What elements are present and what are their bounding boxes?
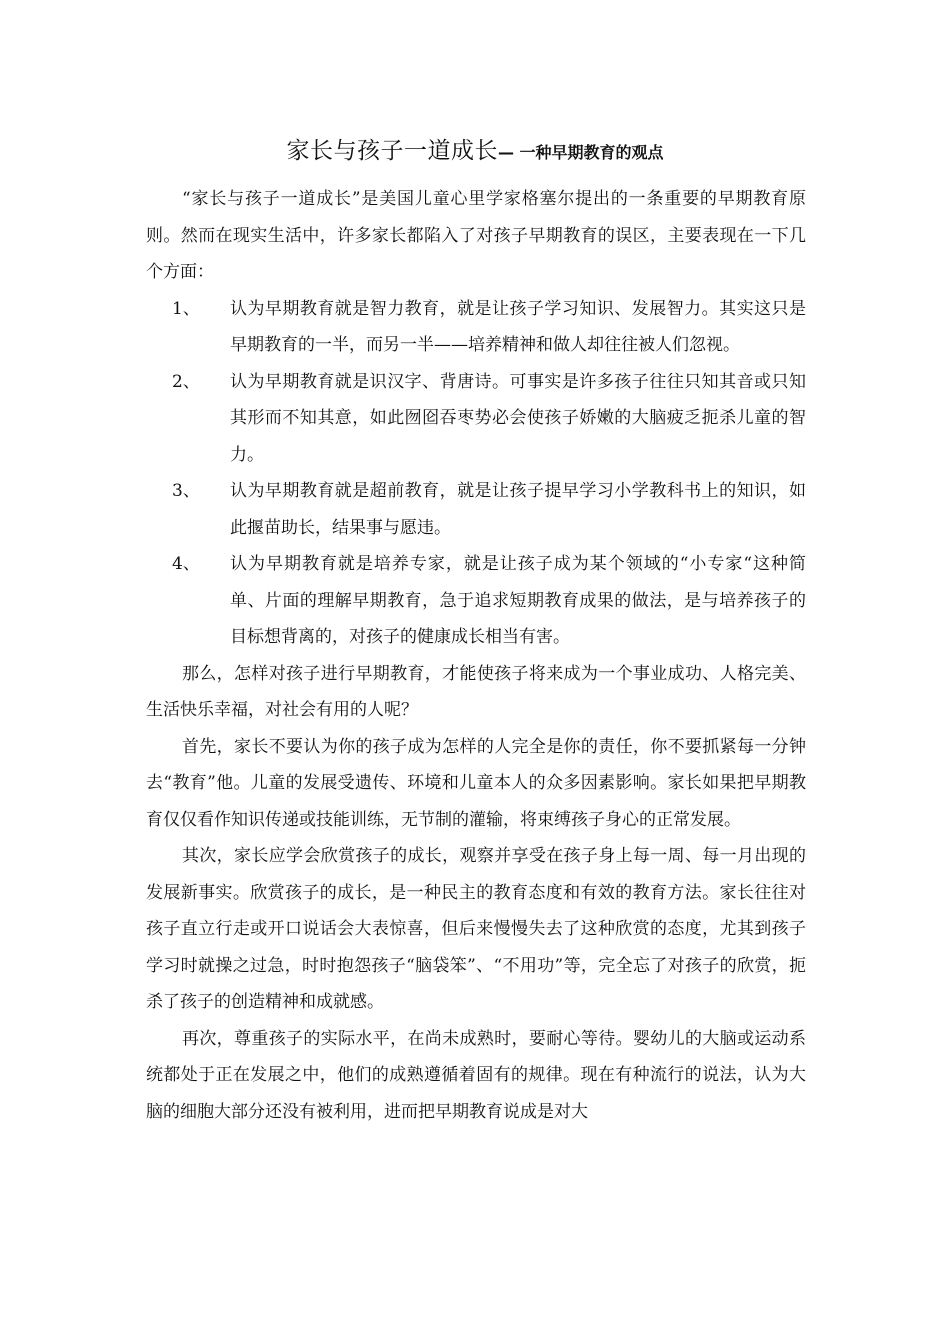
list-number: 1、 <box>172 298 200 319</box>
title-main: 家长与孩子一道成长 <box>286 138 498 164</box>
body-paragraph: 首先，家长不要认为你的孩子成为怎样的人完全是你的责任，你不要抓紧每一分钟去“教育”他。儿童的发展受遗传、环境和儿童本人的众多因素影响。家长如果把早期教育仅仅看作知识传递或技能训练，无节制的灌输，将束缚孩子身心的正常发展。 <box>146 736 806 830</box>
body-paragraph: 其次，家长应学会欣赏孩子的成长，观察并享受在孩子身上每一周、每一月出现的发展新事实。欣赏孩子的成长，是一种民主的教育态度和有效的教育方法。家长往往对孩子直立行走或开口说话会大表惊喜，但后来慢慢失去了这种欣赏的态度，尤其到孩子学习时就操之过急，时时抱怨孩子“脑袋笨”、“不用功”等，完全忘了对孩子的欣赏，扼杀了孩子的创造精神和成就感。 <box>146 846 806 1012</box>
list-number: 2、 <box>172 371 200 392</box>
body-paragraph: 再次，尊重孩子的实际水平，在尚未成熟时，要耐心等待。婴幼儿的大脑或运动系统都处于正在发展之中，他们的成熟遵循着固有的规律。现在有种流行的说法，认为大脑的细胞大部分还没有被利用，进而把早期教育说成是对大 <box>146 1028 806 1122</box>
intro-paragraph: “家长与孩子一道成长”是美国儿童心里学家格塞尔提出的一条重要的早期教育原则。然而在现实生活中，许多家长都陷入了对孩子早期教育的误区，主要表现在一下几个方面： <box>146 189 806 282</box>
body-paragraph: 那么，怎样对孩子进行早期教育，才能使孩子将来成为一个事业成功、人格完美、生活快乐幸福，对社会有用的人呢？ <box>146 663 806 720</box>
list-number: 4、 <box>172 554 200 574</box>
list-item <box>146 473 806 546</box>
list-text: 认为早期教育就是超前教育，就是让孩子提早学习小学教科书上的知识，如此揠苗助长，结果事与愿违。 <box>230 481 806 538</box>
list-number: 3、 <box>172 481 200 501</box>
list-text: 认为早期教育就是培养专家，就是让孩子成为某个领域的“小专家“这种简单、片面的理解早期教育，急于追求短期教育成果的做法，是与培养孩子的目标想背离的，对孩子的健康成长相当有害。 <box>230 554 806 647</box>
list-item <box>146 291 806 364</box>
document-body <box>146 181 806 1130</box>
list-item <box>146 364 806 474</box>
list-text: 认为早期教育就是识汉字、背唐诗。可事实是许多孩子往往只知其音或只知其形而不知其意，如此囫囵吞枣势必会使孩子娇嫩的大脑疲乏扼杀儿童的智力。 <box>230 371 806 465</box>
list-item <box>146 546 806 656</box>
list-text: 认为早期教育就是智力教育，就是让孩子学习知识、发展智力。其实这只是早期教育的一半，而另一半——培养精神和做人却往往被人们忽视。 <box>230 298 806 355</box>
document-title <box>0 133 950 171</box>
misconception-list <box>146 291 806 656</box>
title-subtitle: — 一种早期教育的观点 <box>497 143 664 162</box>
